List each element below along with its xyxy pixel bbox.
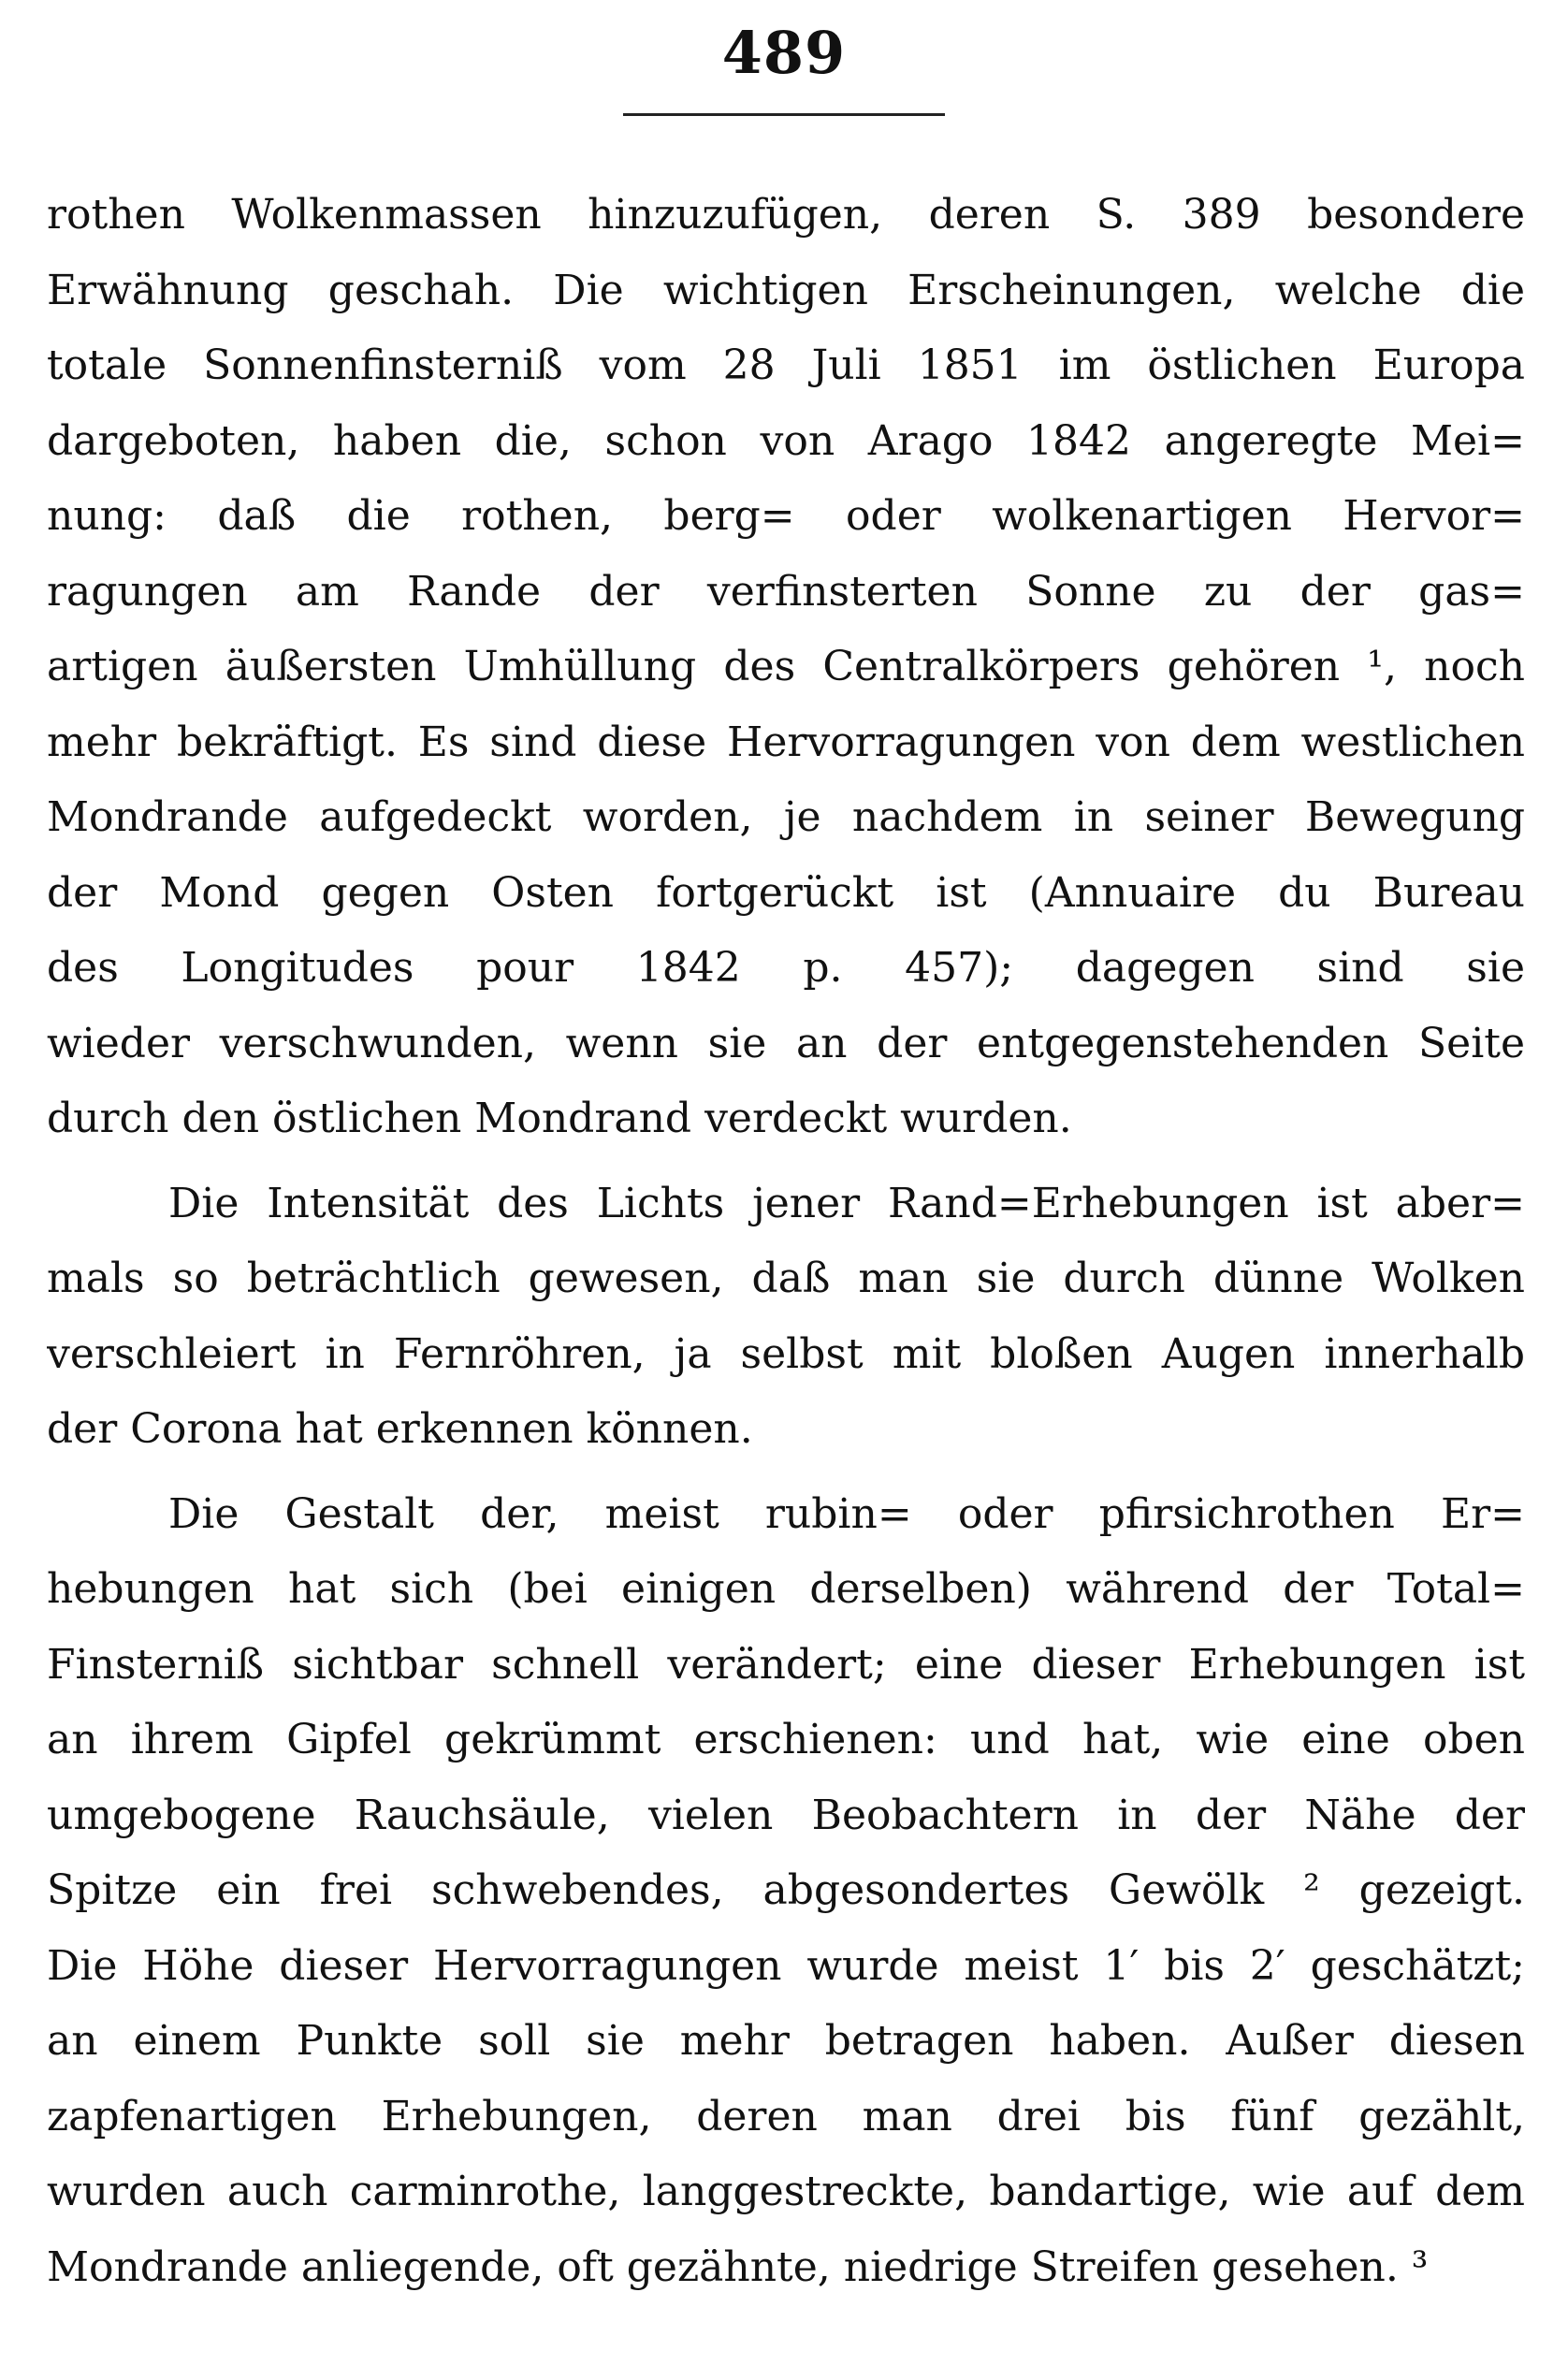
paragraph (47, 1167, 1525, 1468)
page-number: 489 (721, 19, 847, 87)
text-line: dargeboten, haben die, schon von Arago 1842 angeregte Mei= (47, 416, 1525, 465)
text-line: Die Gestalt der, meist rubin= oder pfirsichrothen Er= (168, 1489, 1525, 1538)
text-line: an ihrem Gipfel gekrümmt erschienen: und hat, wie eine oben (47, 1716, 1525, 1763)
text-line: Erwähnung geschah. Die wichtigen Erscheinungen, welche die (47, 266, 1525, 314)
text-line: Die Intensität des Lichts jener Rand=Erhebungen ist aber= (168, 1179, 1525, 1227)
paragraph (47, 178, 1525, 1157)
text-line: Mondrande anliegende, oft gezähnte, niedrige Streifen gesehen. ³ (47, 2242, 1429, 2291)
text-line: des Longitudes pour 1842 p. 457); dagegen sind sie (47, 944, 1525, 992)
text-line: artigen äußersten Umhüllung des Centralkörpers gehören ¹, noch (47, 643, 1525, 690)
paragraph (47, 1477, 1525, 2306)
text-line: Mondrande aufgedeckt worden, je nachdem in seiner Bewegung (47, 793, 1525, 841)
text-line: mehr bekräftigt. Es sind diese Hervorragungen von dem westlichen (47, 718, 1525, 766)
text-line: Finsterniß sichtbar schnell verändert; eine dieser Erhebungen ist (47, 1640, 1525, 1689)
text-line: mals so beträchtlich gewesen, daß man sie durch dünne Wolken (47, 1255, 1525, 1302)
text-line: wieder verschwunden, wenn sie an der entgegenstehenden Seite (47, 1019, 1525, 1067)
text-line: Spitze ein frei schwebendes, abgesondertes Gewölk ² gezeigt. (47, 1866, 1525, 1914)
text-line: verschleiert in Fernröhren, ja selbst mit bloßen Augen innerhalb (47, 1329, 1525, 1378)
text-line: ragungen am Rande der verfinsterten Sonne zu der gas= (47, 567, 1525, 616)
header-rule (623, 113, 945, 116)
text-line: der Corona hat erkennen können. (47, 1405, 753, 1453)
text-line: an einem Punkte soll sie mehr betragen haben. Außer diesen (47, 2017, 1525, 2065)
text-line: durch den östlichen Mondrand verdeckt wurden. (47, 1095, 1072, 1142)
text-line: totale Sonnenfinsterniß vom 28 Juli 1851 im östlichen Europa (47, 341, 1525, 389)
text-line: hebungen hat sich (bei einigen derselben) während der Total= (47, 1565, 1525, 1613)
text-line: Die Höhe dieser Hervorragungen wurde meist 1′ bis 2′ geschätzt; (47, 1941, 1525, 1990)
text-line: zapfenartigen Erhebungen, deren man drei bis fünf gezählt, (47, 2092, 1525, 2140)
text-line: nung: daß die rothen, berg= oder wolkenartigen Hervor= (47, 492, 1525, 540)
paragraph-gap (47, 1157, 1525, 1167)
text-line: wurden auch carminrothe, langgestreckte, bandartige, wie auf dem (47, 2168, 1525, 2215)
text-line: rothen Wolkenmassen hinzuzufügen, deren S. 389 besondere (47, 191, 1525, 239)
paragraph-gap (47, 1468, 1525, 1477)
text-line: umgebogene Rauchsäule, vielen Beobachtern in der Nähe der (47, 1791, 1525, 1839)
text-line: der Mond gegen Osten fortgerückt ist (Annuaire du Bureau (47, 868, 1525, 917)
body-text (47, 178, 1525, 2305)
